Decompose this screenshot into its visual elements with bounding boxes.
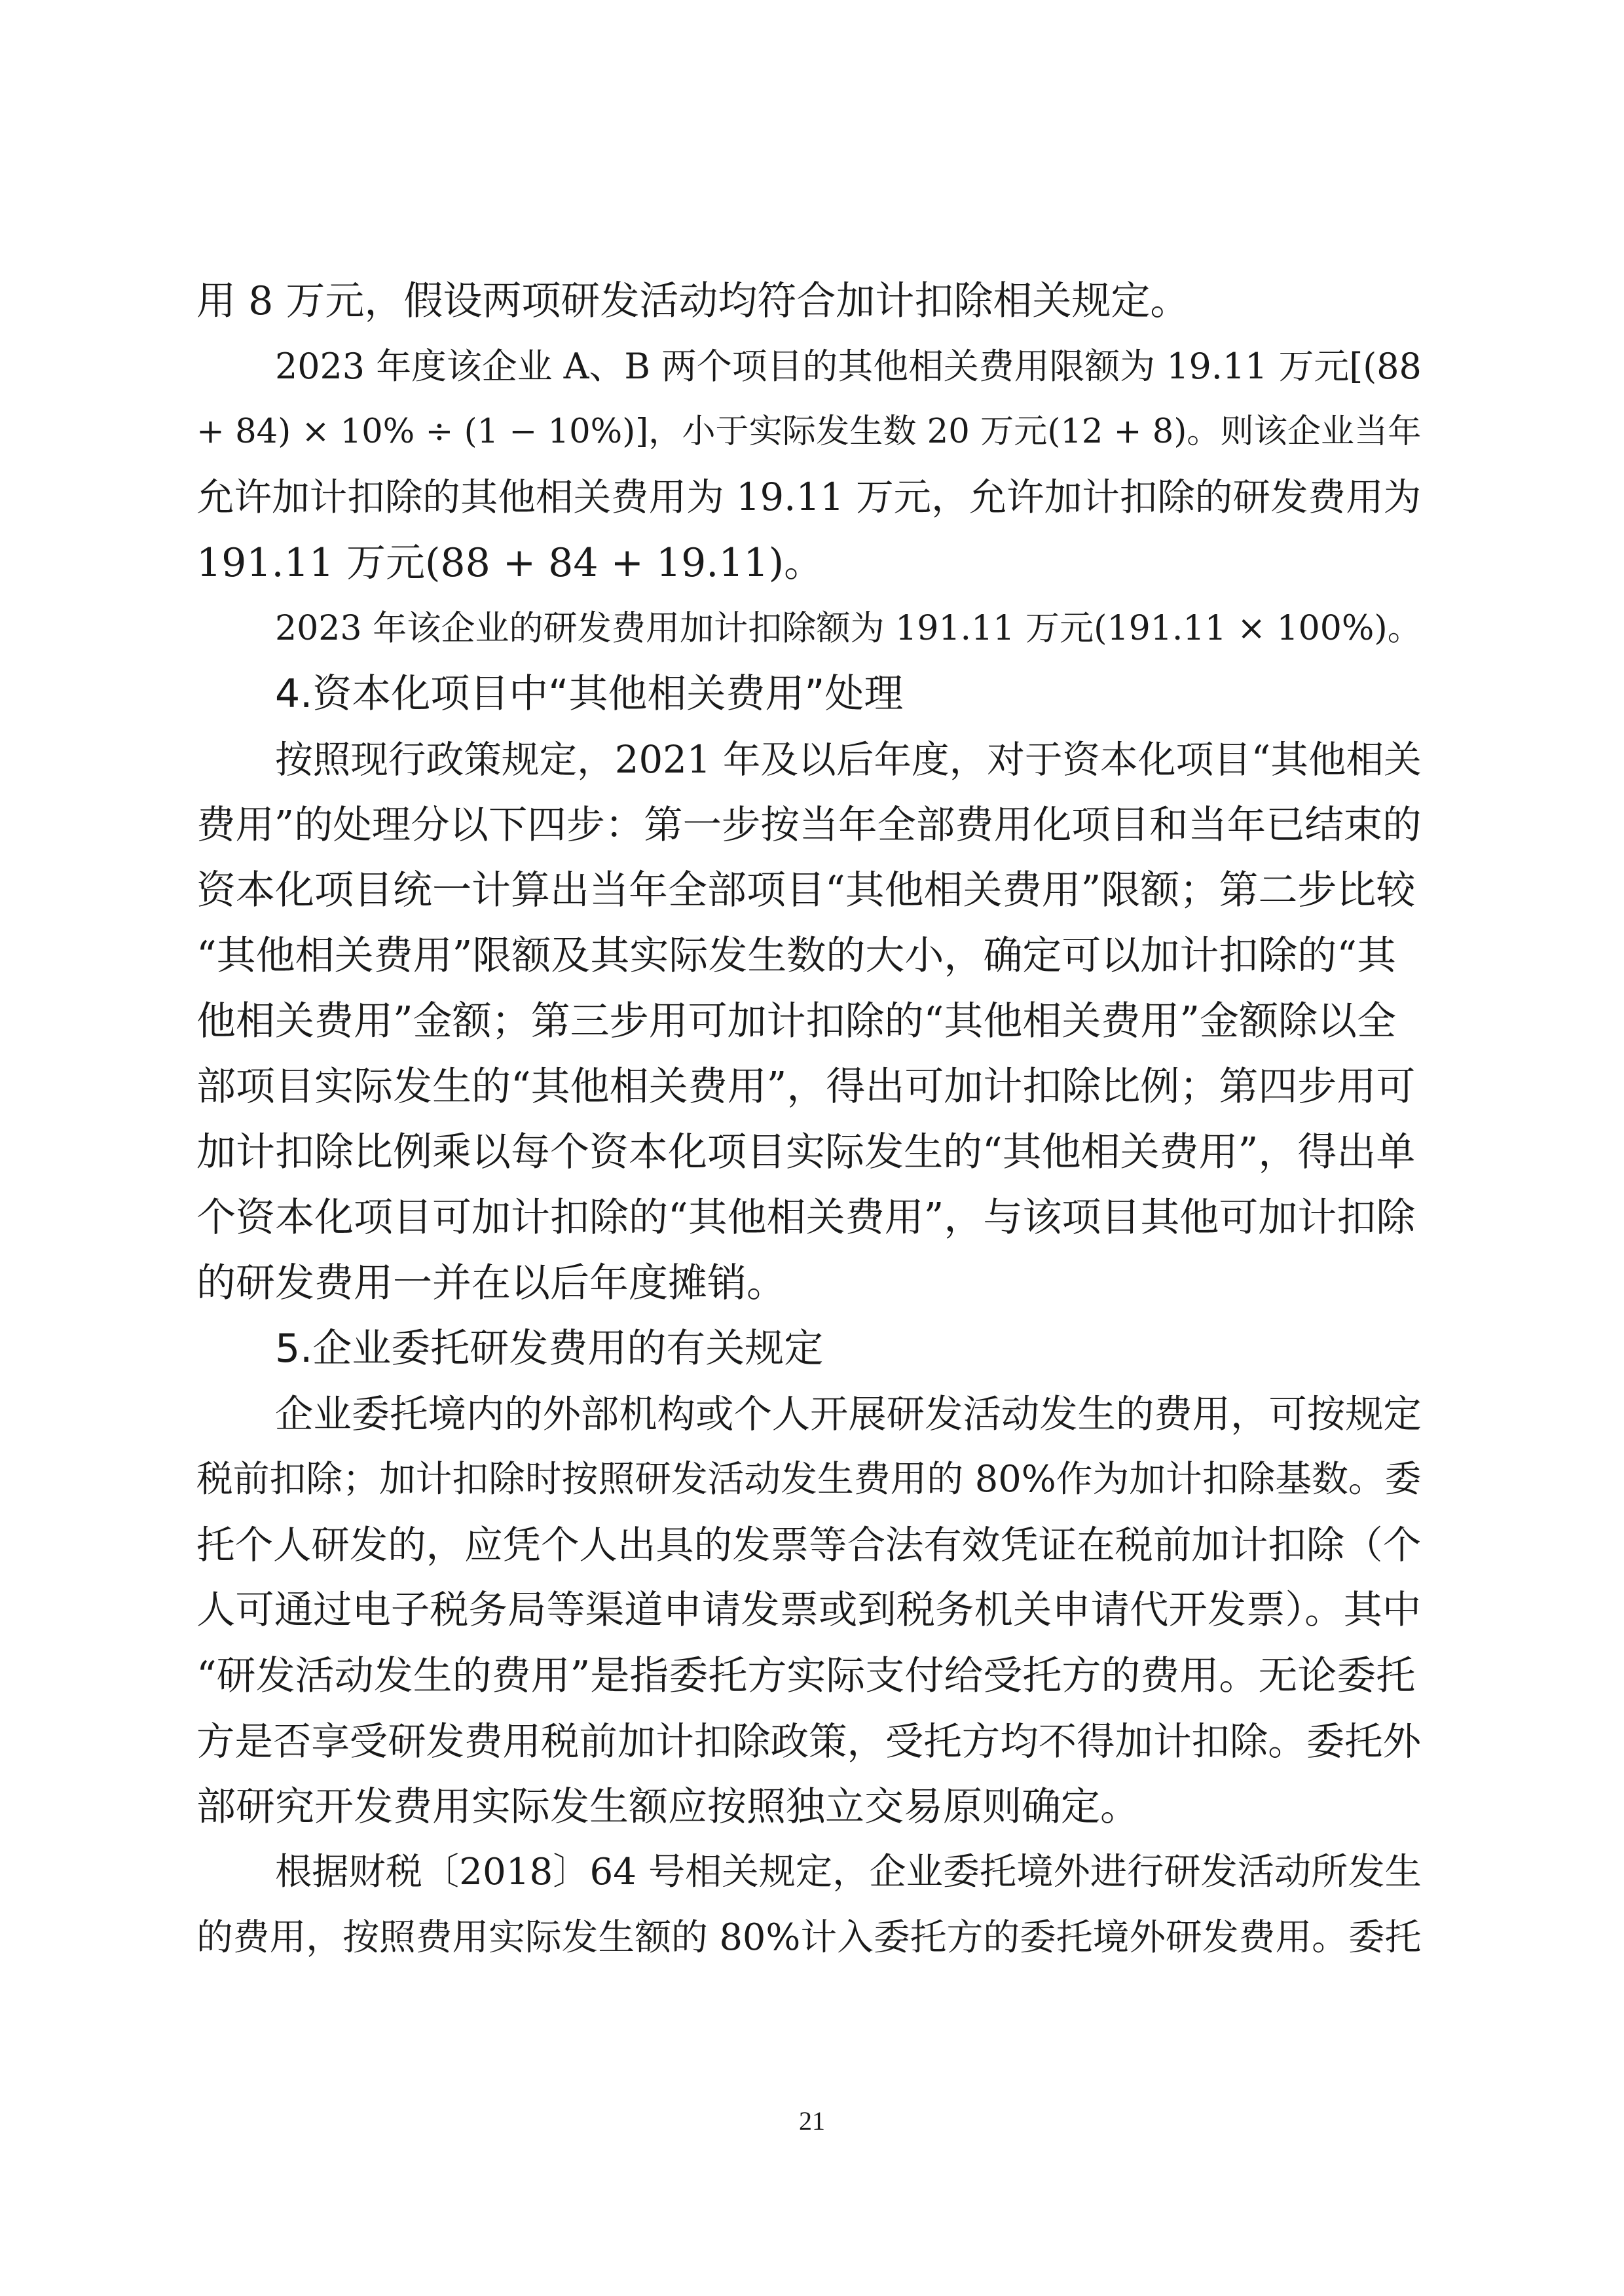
page-number: 21	[799, 2106, 825, 2136]
text-line: 部研究开发费用实际发生额应按照独立交易原则确定。	[196, 1784, 1139, 1830]
section-heading: 4.资本化项目中“其他相关费用”处理	[275, 671, 904, 717]
text-line: 企业委托境内的外部机构或个人开展研发活动发生的费用，可按规定	[275, 1392, 1422, 1436]
text-line: 方是否享受研发费用税前加计扣除政策，受托方均不得加计扣除。委托外	[196, 1719, 1422, 1764]
text-line: 2023 年该企业的研发费用加计扣除额为 191.11 万元(191.11 × 100%)。	[275, 609, 1422, 648]
text-line: 部项目实际发生的“其他相关费用”，得出可加计扣除比例；第四步用可	[196, 1064, 1416, 1110]
text-line: 资本化项目统一计算出当年全部项目“其他相关费用”限额；第二步比较	[196, 867, 1416, 913]
text-line: 2023 年度该企业 A、B 两个项目的其他相关费用限额为 19.11 万元[(88	[275, 346, 1422, 387]
document-body	[196, 268, 1428, 1971]
text-line: 的研发费用一并在以后年度摊销。	[196, 1260, 786, 1306]
text-line: 托个人研发的，应凭个人出具的发票等合法有效凭证在税前加计扣除（个	[196, 1523, 1422, 1567]
text-line: + 84) × 10% ÷ (1 − 10%)]，小于实际发生数 20 万元(12 + 8)。则该企业当年	[196, 412, 1422, 451]
text-line: 的费用，按照费用实际发生额的 80%计入委托方的委托境外研发费用。委托	[196, 1916, 1422, 1959]
text-line: 按照现行政策规定，2021 年及以后年度，对于资本化项目“其他相关	[275, 737, 1422, 782]
text-line: 他相关费用”金额；第三步用可加计扣除的“其他相关费用”金额除以全	[196, 998, 1397, 1044]
text-line: 191.11 万元(88 + 84 + 19.11)。	[196, 540, 824, 586]
section-heading: 5.企业委托研发费用的有关规定	[275, 1326, 824, 1372]
text-line: 根据财税〔2018〕64 号相关规定，企业委托境外进行研发活动所发生	[275, 1851, 1422, 1893]
text-line: 允许加计扣除的其他相关费用为 19.11 万元，允许加计扣除的研发费用为	[196, 475, 1422, 519]
text-line: 税前扣除；加计扣除时按照研发活动发生费用的 80%作为加计扣除基数。委	[196, 1458, 1422, 1501]
text-line: 费用”的处理分以下四步：第一步按当年全部费用化项目和当年已结束的	[196, 802, 1422, 847]
text-line: 用 8 万元，假设两项研发活动均符合加计扣除相关规定。	[196, 278, 1190, 324]
text-line: 个资本化项目可加计扣除的“其他相关费用”，与该项目其他可加计扣除	[196, 1195, 1416, 1241]
text-line: 加计扣除比例乘以每个资本化项目实际发生的“其他相关费用”，得出单	[196, 1129, 1416, 1175]
text-line: 人可通过电子税务局等渠道申请发票或到税务机关申请代开发票）。其中	[196, 1588, 1422, 1633]
text-line: “其他相关费用”限额及其实际发生数的大小，确定可以加计扣除的“其	[196, 933, 1397, 979]
text-line: “研发活动发生的费用”是指委托方实际支付给受托方的费用。无论委托	[196, 1653, 1416, 1699]
